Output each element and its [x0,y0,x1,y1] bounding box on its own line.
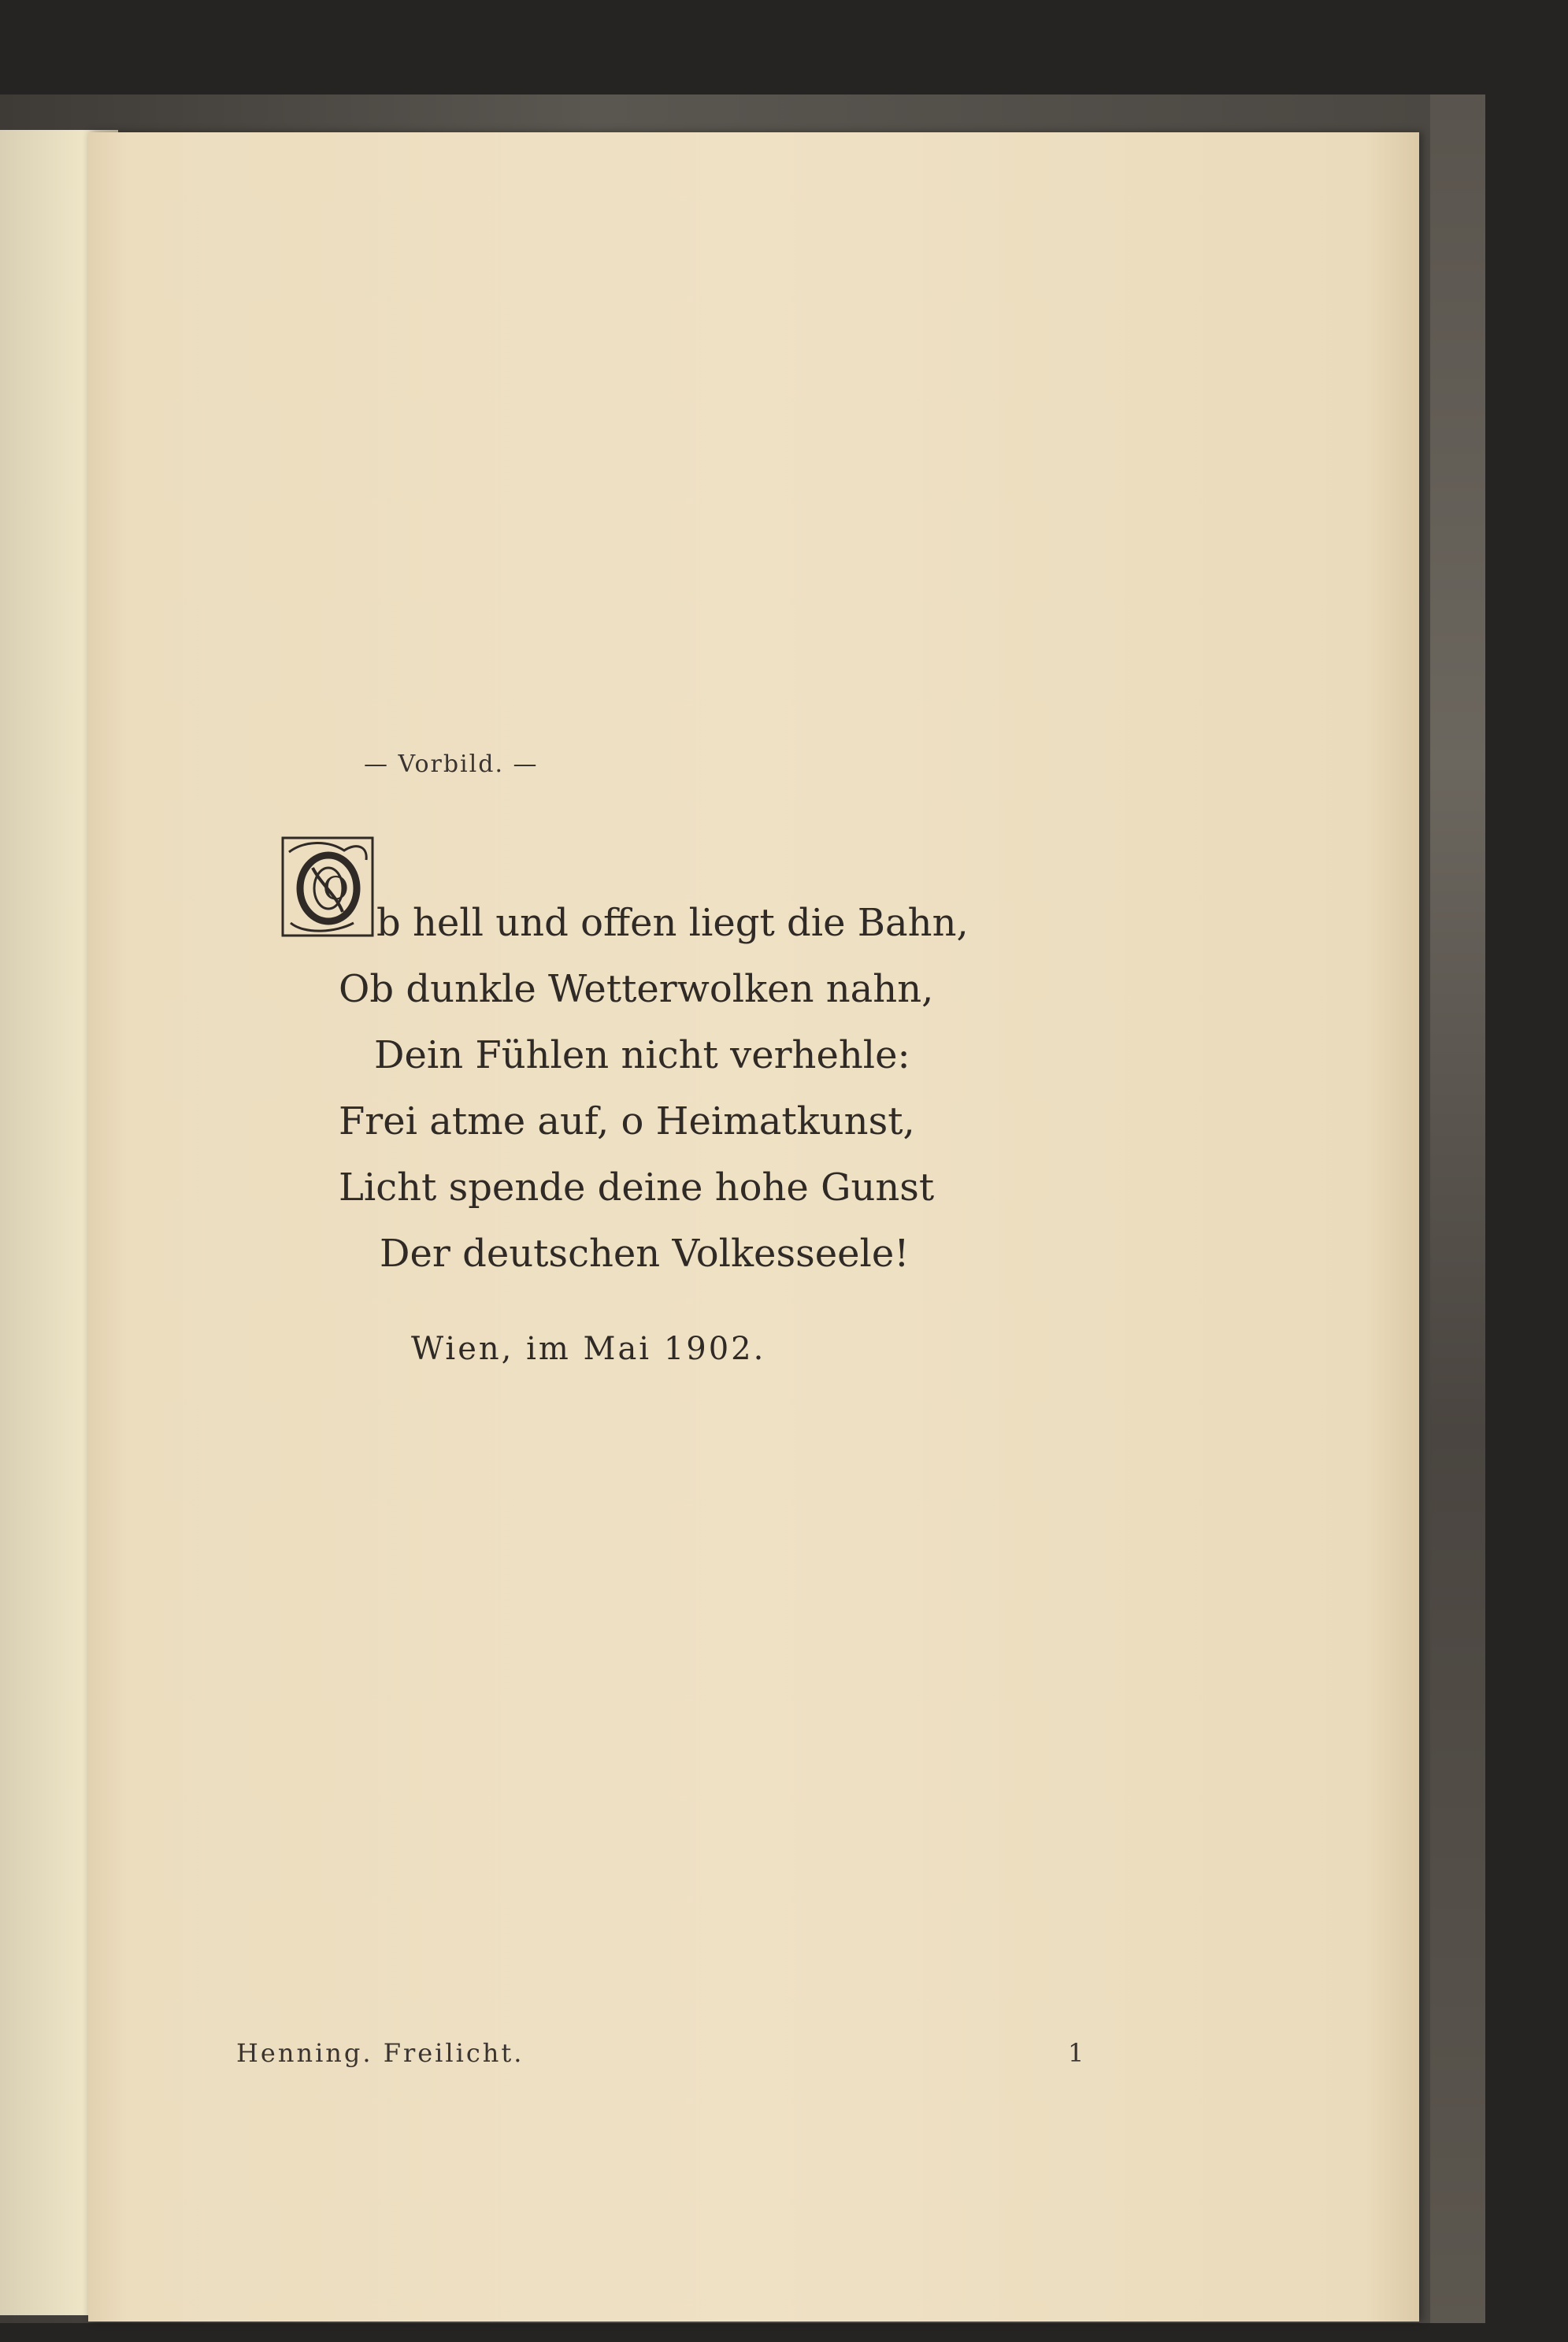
poem-line-6: Der deutschen Volkesseele! [380,1232,910,1276]
footer-signature: Henning. Freilicht. [236,2038,525,2068]
place-and-date: Wien, im Mai 1902. [411,1331,766,1367]
poem-line-4: Frei atme auf, o Heimatkunst, [339,1099,915,1143]
poem-line-2: Ob dunkle Wetterwolken nahn, [339,967,934,1011]
poem-title: — Vorbild. — [364,750,539,778]
decorative-initial-o [281,836,374,937]
book-cover-edge [1430,94,1485,2323]
poem-line-5: Licht spende deine hohe Gunst [339,1165,935,1210]
poem-line-3: Dein Fühlen nicht verhehle: [374,1033,910,1077]
poem-initial-letter: O [323,871,349,907]
page-number: 1 [1068,2038,1084,2068]
poem-line-1: b hell und offen liegt die Bahn, [376,901,969,945]
